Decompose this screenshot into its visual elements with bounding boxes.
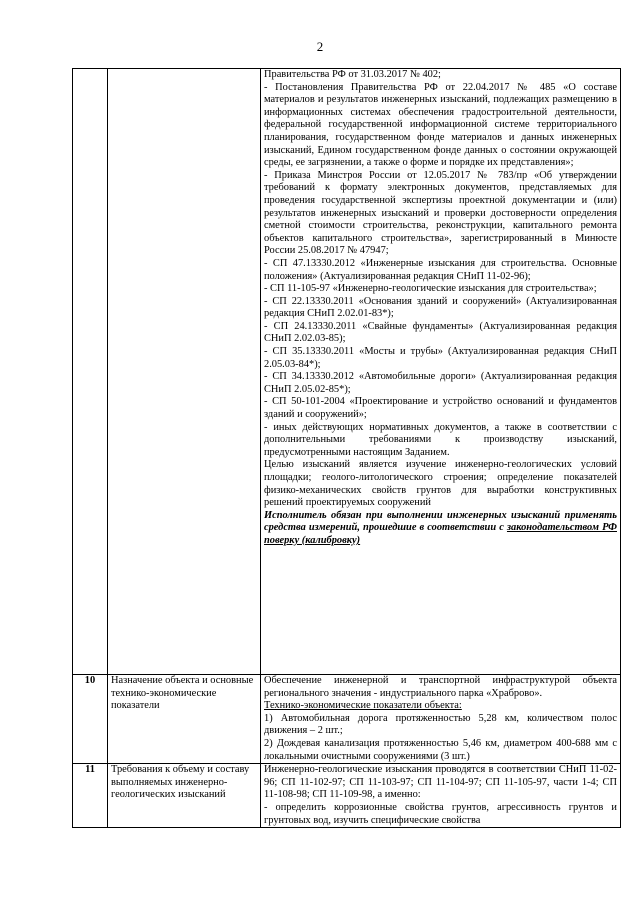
row-value-cell bbox=[261, 764, 621, 828]
paragraph: - иных действующих нормативных документов, а также в соответствии с дополнительными требованиями к производству изысканий, предусмотренными настоящим Заданием. bbox=[264, 421, 617, 458]
row-number-cell bbox=[73, 69, 108, 675]
paragraph: - СП 22.13330.2011 «Основания зданий и сооружений» (Актуализированная редакция СНиП 2.02.01-83*); bbox=[264, 295, 617, 320]
row-name-cell: Назначение объекта и основные технико-экономические показатели bbox=[108, 675, 261, 764]
paragraph: - СП 50-101-2004 «Проектирование и устройство оснований и фундаментов зданий и сооружений»; bbox=[264, 396, 617, 421]
emphasis-text: Исполнитель обязан при выполнении инженерных изысканий применять средства измерений, прошедшие в соответствии с bbox=[264, 509, 617, 534]
row-value-cell bbox=[261, 69, 621, 675]
paragraph: - СП 24.13330.2011 «Свайные фундаменты» (Актуализированная редакция СНиП 2.02.03-85); bbox=[264, 320, 617, 345]
row-number-cell: 11 bbox=[73, 764, 108, 828]
paragraph: Обеспечение инженерной и транспортной инфраструктурой объекта регионального значения - индустриального парка «Храброво». bbox=[264, 675, 617, 699]
row-name-cell bbox=[108, 69, 261, 675]
paragraph: - определить коррозионные свойства грунтов, агрессивность грунтов и грунтовых вод, изучить специфические свойства bbox=[264, 801, 617, 826]
paragraph: - СП 34.13330.2012 «Автомобильные дороги» (Актуализированная редакция СНиП 2.05.02-85*); bbox=[264, 371, 617, 395]
specification-table bbox=[72, 68, 621, 828]
page-number: 2 bbox=[316, 39, 324, 54]
list-item: 2) Дождевая канализация протяженностью 5,46 км, диаметром 400-688 мм с локальными очистными сооружениями (3 шт.) bbox=[264, 737, 617, 762]
paragraph: - СП 11-105-97 «Инженерно-геологические изыскания для строительства»; bbox=[264, 283, 597, 295]
paragraph: Правительства РФ от 31.03.2017 № 402; bbox=[264, 69, 441, 80]
paragraph: - Постановления Правительства РФ от 22.04.2017 № 485 «О составе материалов и результатов инженерных изысканий, подлежащих размещению в информационных системах обеспечения градостроительной деятельности, федеральной государственной информационной системе территориального планирования, государственном фонде материалов и данных инженерных изысканий, Едином государственном фонде данных о состоянии окружающей среды, ее загрязнении, а также о форме и порядке их представления»; bbox=[264, 81, 617, 169]
paragraph: - Приказа Минстроя России от 12.05.2017 № 783/пр «Об утверждении требований к формату электронных документов, представляемых для проведения государственной экспертизы проектной документации и (или) результатов инженерных изысканий и проверки достоверности определения сметной стоимости строительства, реконструкции, капитального ремонта объектов капитального строительства», зарегистрированный в Минюсте России 25.08.2017 № 47947; bbox=[264, 169, 617, 257]
table-row-continuation bbox=[73, 69, 621, 675]
paragraph: - СП 47.13330.2012 «Инженерные изыскания для строительства. Основные положения» (Актуализированная редакция СНиП 11-02-96); bbox=[264, 257, 617, 282]
paragraph: Целью изысканий является изучение инженерно-геологических условий площадки; геолого-литологического строения; определение показателей физико-механических свойств грунтов для выработки конструктивных решений проектируемых сооружений bbox=[264, 459, 617, 509]
list-item: 1) Автомобильная дорога протяженностью 5,28 км, количеством полос движения – 2 шт.; bbox=[264, 712, 617, 737]
table-row-10 bbox=[73, 675, 621, 764]
subheading: Технико-экономические показатели объекта: bbox=[264, 700, 462, 712]
emphasis-underlined-text: законодательством РФ поверку (калибровку) bbox=[264, 522, 617, 546]
table-row-11 bbox=[73, 764, 621, 828]
emphasis-paragraph bbox=[264, 510, 617, 548]
row-number-cell: 10 bbox=[73, 675, 108, 764]
row-name-cell: Требования к объему и составу выполняемых инженерно-геологических изысканий bbox=[108, 764, 261, 828]
row-value-cell bbox=[261, 675, 621, 764]
paragraph: Инженерно-геологические изыскания проводятся в соответствии СНиП 11-02-96; СП 11-102-97; СП 11-103-97; СП 11-104-97; СП 11-105-97, части 1-4; СП 11-108-98; СП 11-109-98, а именно: bbox=[264, 764, 617, 801]
paragraph: - СП 35.13330.2011 «Мосты и трубы» (Актуализированная редакция СНиП 2.05.03-84*); bbox=[264, 346, 617, 370]
